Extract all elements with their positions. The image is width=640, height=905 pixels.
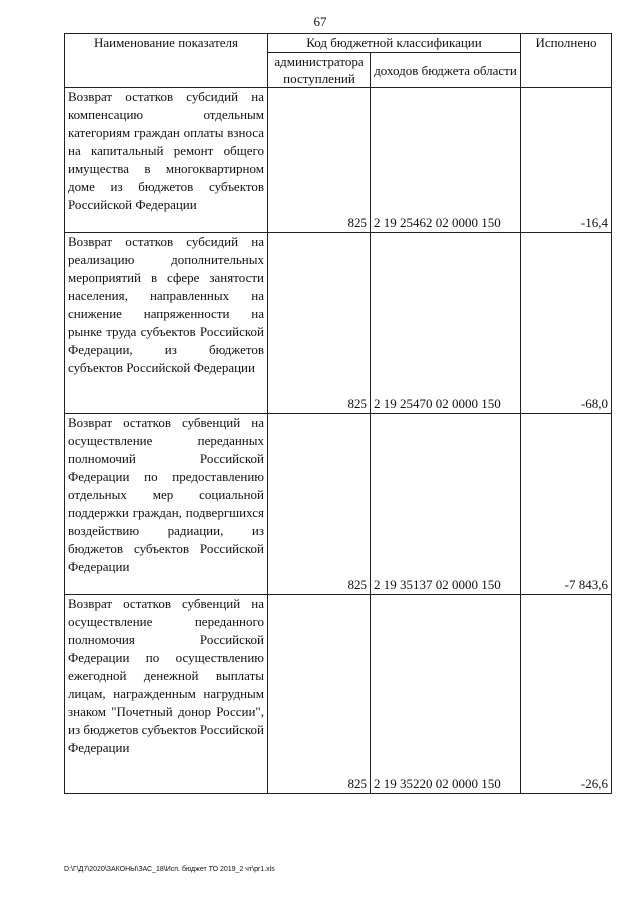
row-income-code: 2 19 35137 02 0000 150	[371, 414, 521, 595]
row-admin-code: 825	[268, 233, 371, 414]
budget-table	[64, 33, 612, 794]
row-executed-value: -16,4	[521, 88, 612, 233]
row-income-code: 2 19 35220 02 0000 150	[371, 595, 521, 794]
table-row	[65, 595, 612, 794]
footer-file-path: D:\Г\Д7\2020\ЗАКОНЫ\ЗАС_18\Исп. бюджет ТО 2019_2 чт\pr1.xls	[64, 866, 275, 873]
header-indicator-name: Наименование показателя	[65, 34, 268, 88]
row-executed-value: -68,0	[521, 233, 612, 414]
header-budget-code: Код бюджетной классификации	[268, 34, 521, 53]
row-indicator-name: Возврат остатков субсидий на реализацию дополнительных мероприятий в сфере занятости населения, направленных на снижение напряженности на рынке труда субъектов Российской Федерации, из бюджетов субъектов Российской Федерации	[65, 233, 268, 414]
page-number: 67	[313, 14, 327, 29]
row-indicator-name: Возврат остатков субвенций на осуществление переданного полномочия Российской Федерации по осуществлению ежегодной денежной выплаты лицам, награжденным нагрудным знаком "Почетный донор России", из бюджетов субъектов Российской Федерации	[65, 595, 268, 794]
header-administrator: администратора поступлений	[268, 53, 371, 88]
row-income-code: 2 19 25462 02 0000 150	[371, 88, 521, 233]
table-row	[65, 414, 612, 595]
row-income-code: 2 19 25470 02 0000 150	[371, 233, 521, 414]
row-indicator-name: Возврат остатков субвенций на осуществление переданных полномочий Российской Федерации по предоставлению отдельных мер социальной поддержки граждан, подвергшихся воздействию радиации, из бюджетов субъектов Российской Федерации	[65, 414, 268, 595]
row-admin-code: 825	[268, 88, 371, 233]
row-indicator-name: Возврат остатков субсидий на компенсацию отдельным категориям граждан оплаты взноса на капитальный ремонт общего имущества в многоквартирном доме из бюджетов субъектов Российской Федерации	[65, 88, 268, 233]
header-executed: Исполнено	[521, 34, 612, 88]
row-executed-value: -26,6	[521, 595, 612, 794]
table-row	[65, 88, 612, 233]
row-executed-value: -7 843,6	[521, 414, 612, 595]
row-admin-code: 825	[268, 414, 371, 595]
row-admin-code: 825	[268, 595, 371, 794]
header-income-code: доходов бюджета области	[371, 53, 521, 88]
table-row	[65, 233, 612, 414]
table-header-row	[65, 34, 612, 53]
